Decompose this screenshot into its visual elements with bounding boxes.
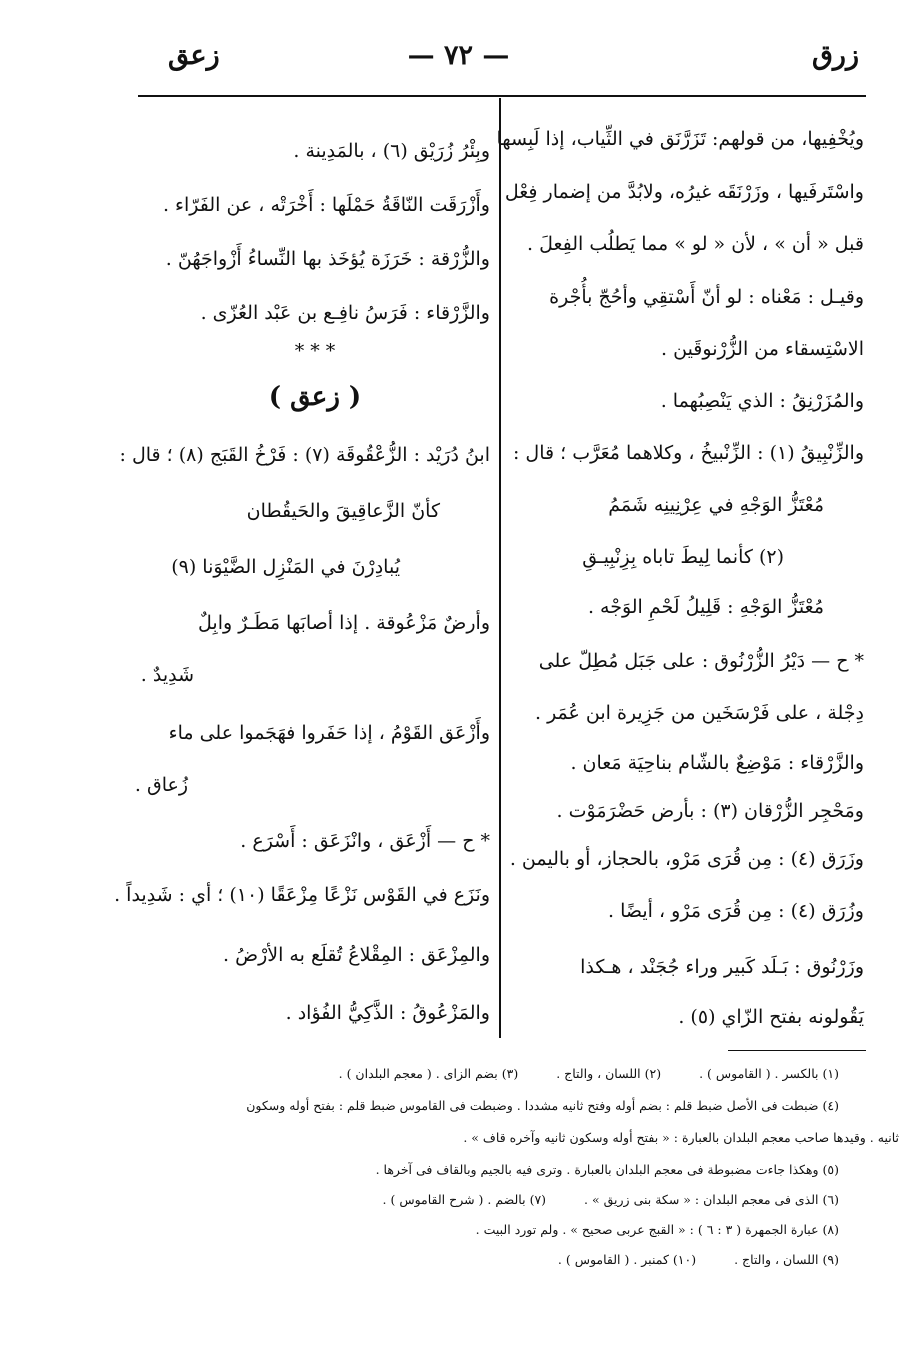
page-number: — ٧٢ — [407, 40, 510, 71]
text-line: وزُرَق (٤) : مِن قُرَى مَرْو ، أيضًا . [608, 900, 864, 922]
text-line: وقيـل : مَعْناه : لو أنّ أَسْتقِي وأحُجّ بأُجْرة [549, 286, 864, 308]
section-separator: * * * [294, 340, 336, 362]
footnote: (٢) اللسان ، والتاج . [556, 1066, 662, 1081]
text-line: والمِزْعَق : المِقْلاعُ تُقلَع به الأرْضُ . [223, 944, 490, 966]
verse-line: مُعْتَزُّ الوَجْهِ في عِرْنِينِه شَمَمُ [608, 494, 824, 516]
footnote-line [342, 1162, 839, 1177]
footnote-rule [728, 1050, 866, 1051]
footnote: (٦) الذى فى معجم البلدان : « سكة بنى زريق » . [584, 1192, 839, 1207]
text-line: مُعْتَزُّ الوَجْهِ : قَلِيلُ لَحْمِ الوَجْه . [587, 596, 824, 618]
header-root-right: زرق [811, 40, 859, 71]
text-line: وزَرْنُوق : بَـلَد كَبير وراء جُجَنْد ، هـكذا [580, 956, 864, 978]
footnote-line [349, 1192, 839, 1207]
text-line: والزُّرْقة : خَرَزَة يُؤخَذ بها النِّساءُ أَزْواجَهُنّ . [165, 248, 490, 270]
text-line: واسْتَرفَيها ، وزَرْنَقَه غيرُه، ولابُدَّ من إضمار فِعْل [504, 181, 864, 203]
text-line: دِجْلة ، على فَرْسَخَين من جَزِيرة ابن عُمَر . [534, 702, 864, 724]
text-line: ونَزَع في القَوْس نَزْعًا مِزْعَقًا (١٠) ؛ أي : شَدِيداً . [114, 884, 490, 906]
text-line: ابنُ دُرَيْد : الزُّعْقُوقَة (٧) : فَرْخُ القَبَج (٨) ؛ قال : [119, 444, 490, 466]
footnote-line [429, 1130, 899, 1145]
footnote: ثانيه . وقيدها صاحب معجم البلدان بالعبارة : « بفتح أوله وسكون ثانيه وآخره قاف » . [463, 1130, 899, 1145]
footnote: (٤) ضبطت فى الأصل ضبط قلم : بضم أوله وفتح ثانيه مشددا . وضبطت فى القاموس ضبط قلم : بفتح أوله وسكون [246, 1098, 839, 1113]
text-line: يَقُولونه بفتح الزّاي (٥) . [678, 1006, 864, 1028]
text-line: ومَحْجِر الزُّرْقان (٣) : بأرض حَضْرَمَوْت . [556, 800, 864, 822]
footnote-line [305, 1066, 839, 1081]
header-rule [138, 95, 866, 97]
text-line: وأَزْرَقَت النّاقَةُ حَمْلَها : أَخْرَتْه ، عن الفَرّاء . [162, 194, 490, 216]
footnote: (١٠) كمنبر . ( القاموس ) . [557, 1252, 697, 1267]
footnote: (١) بالكسر . ( القاموس ) . [699, 1066, 839, 1081]
footnote: (٧) بالضم . ( شرح القاموس ) . [382, 1192, 547, 1207]
footnote: (٥) وهكذا جاءت مضبوطة فى معجم البلدان بالعبارة . وترى فيه بالجيم وبالقاف فى آخرها . [375, 1162, 839, 1177]
text-line: ويُخْفِيها، من قولهم: تَزَرَّنَق في الثِّياب، إذا لَبِسها [496, 128, 864, 150]
verse-line: كأنّ الزَّعاقِيقَ والحَيقُطان [246, 500, 440, 522]
text-line: زُعاق . [134, 774, 188, 796]
text-line: وبِئْرُ زُرَيْق (٦) ، بالمَدِينة . [293, 140, 490, 162]
text-line: الاسْتِسقاء من الزُّرْنوقَين . [661, 338, 864, 360]
text-line: * ح — دَيْرُ الزُّرْنُوق : على جَبَل مُطِلّ على [538, 650, 864, 672]
text-line: والزَّرْقاء : فَرَسُ نافِـع بن عَبْد العُزّى . [200, 302, 490, 324]
verse-line: (٢) كأنما لِيطَ تاباه بِزِنْبِيـقِ [582, 546, 784, 568]
footnote: (٩) اللسان ، والتاج . [734, 1252, 839, 1267]
text-line: والزَّرْقاء : مَوْضِعٌ بالشّام بناحِيَة مَعان . [570, 752, 864, 774]
footnote: (٨) عبارة الجمهرة ( ٣ : ٦ ) : « القبج عربى صحيح » . ولم تورد البيت . [475, 1222, 839, 1237]
text-line: قبل « أن » ، لأن « لو » مما يَطلُب الفِعلَ . [527, 233, 864, 255]
text-line: * ح — أَزْعَق ، وانْزَعَق : أَسْرَع . [240, 830, 490, 852]
text-line: وأرضٌ مَزْعُوقة . إذا أصابَها مَطَـرٌ وابِلٌ [198, 612, 490, 634]
header-root-left: زعق [168, 40, 220, 71]
column-divider [499, 98, 501, 1038]
text-line: وأَزْعَق القَوْمُ ، إذا حَفَروا فهَجَموا على ماء [168, 722, 490, 744]
text-line: شَدِيدٌ . [140, 664, 194, 686]
entry-heading: ( زعق ) [268, 382, 362, 412]
footnote-line [442, 1222, 839, 1237]
text-line: والزِّنْبِيقُ (١) : الزِّنْبيخُ ، وكلاهما مُعَرَّب ؛ قال : [512, 442, 864, 464]
text-line: والمَزْعُوقُ : الذَّكِيُّ الفُؤاد . [285, 1002, 490, 1024]
text-line: وزَرَق (٤) : مِن قُرَى مَرْو، بالحجاز، أو باليمن . [509, 848, 864, 870]
footnote-line [212, 1098, 839, 1113]
text-line: والمُزَرْنِقُ : الذي يَنْصِبُهما . [660, 390, 864, 412]
footnote: (٣) بضم الزاى . ( معجم البلدان ) . [338, 1066, 519, 1081]
footnote-line [524, 1252, 839, 1267]
verse-line: يُبادِرْنَ في المَنْزِل الضَّيْوَنا (٩) [171, 556, 400, 578]
